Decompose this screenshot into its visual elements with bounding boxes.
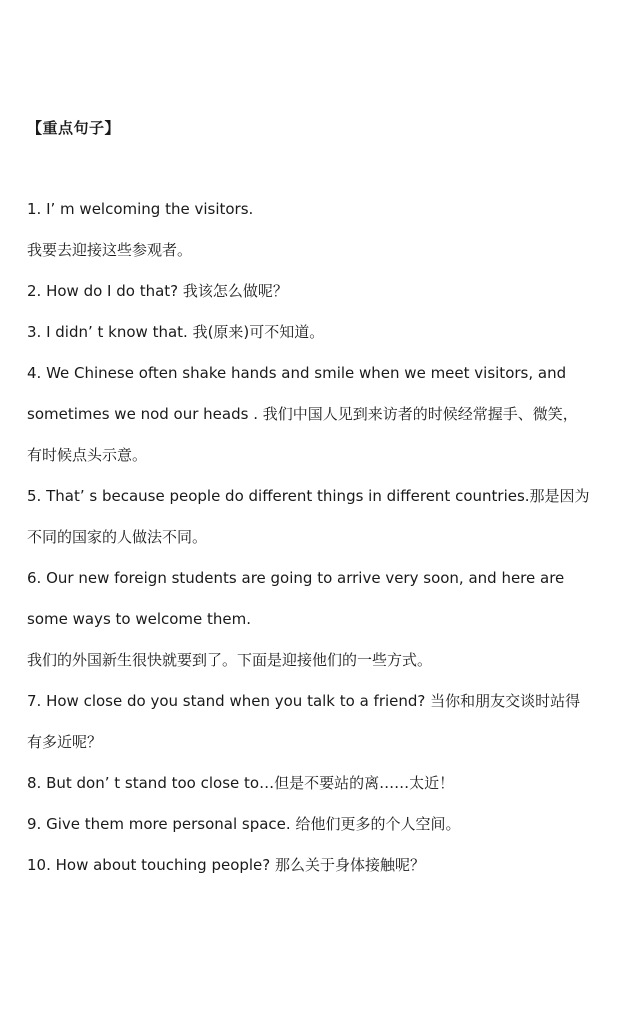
- sentence-line: 1. I’ m welcoming the visitors.: [27, 200, 254, 218]
- sentence-line: 有时候点头示意。: [27, 446, 148, 464]
- section-heading: 【重点句子】: [27, 119, 121, 137]
- sentence-line: 我们的外国新生很快就要到了。下面是迎接他们的一些方式。: [27, 651, 433, 669]
- sentence-line: sometimes we nod our heads . 我们中国人见到来访者的时候经常握手、微笑，: [27, 405, 578, 423]
- sentence-line: 10. How about touching people? 那么关于身体接触呢？: [27, 856, 426, 874]
- sentence-line: some ways to welcome them.: [27, 610, 252, 628]
- sentence-line: 9. Give them more personal space. 给他们更多的个人空间。: [27, 815, 461, 833]
- sentence-line: 8. But don’ t stand too close to…但是不要站的离……太近！: [27, 774, 455, 792]
- sentence-line: 6. Our new foreign students are going to arrive very soon, and here are: [27, 569, 565, 587]
- sentence-line: 2. How do I do that? 我该怎么做呢？: [27, 282, 288, 300]
- sentence-line: 7. How close do you stand when you talk to a friend? 当你和朋友交谈时站得: [27, 692, 581, 710]
- sentence-line: 3. I didn’ t know that. 我(原来)可不知道。: [27, 323, 325, 341]
- sentence-line: 5. That’ s because people do different things in different countries.那是因为: [27, 487, 590, 505]
- sentence-line: 有多近呢？: [27, 733, 103, 751]
- sentence-line: 4. We Chinese often shake hands and smile when we meet visitors, and: [27, 364, 567, 382]
- sentence-line: 不同的国家的人做法不同。: [27, 528, 208, 546]
- sentence-line: 我要去迎接这些参观者。: [27, 241, 193, 259]
